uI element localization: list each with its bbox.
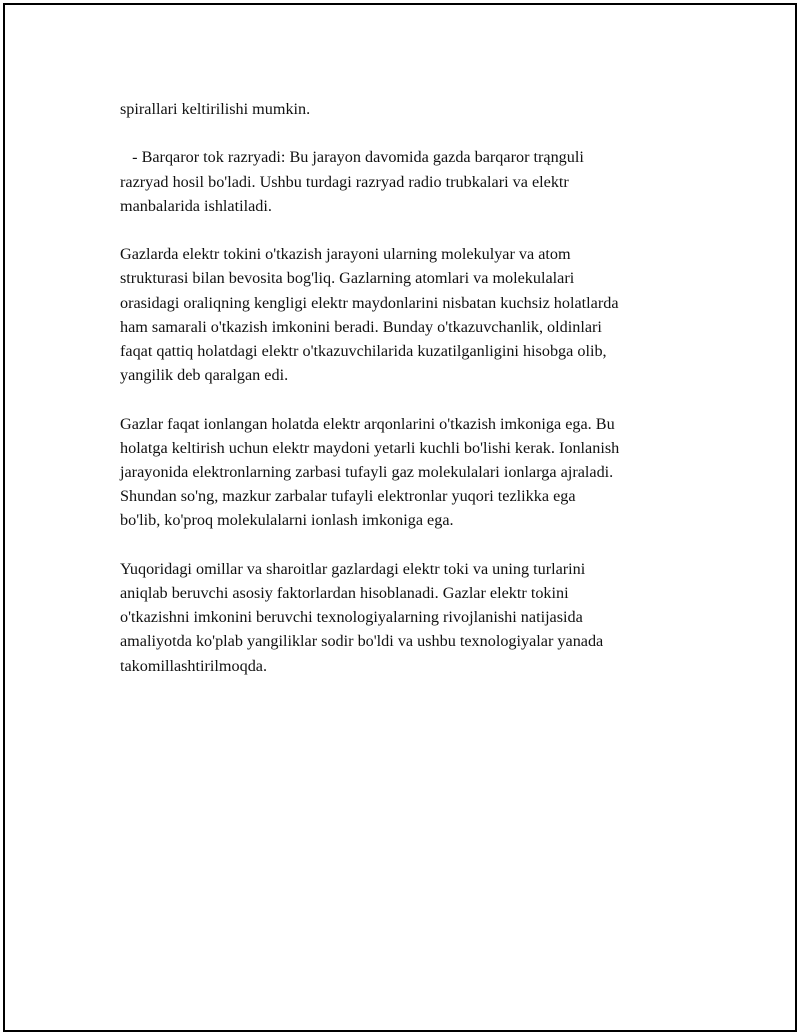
text-line: Shundan so'ng, mazkur zarbalar tufayli elektronlar yuqori tezlikka ega [120, 487, 576, 506]
text-line: yangilik deb qaralgan edi. [120, 366, 289, 385]
text-line: faqat qattiq holatdagi elektr o'tkazuvchilarida kuzatilganligini hisobga olib, [120, 342, 607, 360]
text-line: jarayonida elektronlarning zarbasi tufayli gaz molekulalari ionlarga ajraladi. [120, 463, 614, 481]
document-page [3, 3, 797, 1032]
paragraph-gap [120, 533, 700, 557]
text-line: holatga keltirish uchun elektr maydoni yetarli kuchli bo'lishi kerak. Ionlanish [120, 438, 620, 457]
document-body [120, 97, 700, 678]
text-line: bo'lib, ko'proq molekulalarni ionlash imkoniga ega. [120, 511, 454, 530]
text-line: manbalarida ishlatiladi. [120, 196, 272, 215]
paragraph [120, 557, 700, 678]
paragraph-gap [120, 121, 700, 145]
paragraph [120, 412, 700, 533]
text-line: razryad hosil bo'ladi. Ushbu turdagi razryad radio trubkalari va elektr [120, 172, 569, 191]
text-line: orasidagi oraliqning kengligi elektr maydonlarini nisbatan kuchsiz holatlarda [120, 293, 619, 312]
text-line: Gazlarda elektr tokini o'tkazish jarayoni ularning molekulyar va atom [120, 245, 571, 264]
text-line: - Barqaror tok razryadi: Bu jarayon davomida gazda barqaror trąnguli [120, 148, 584, 167]
text-line: aniqlab beruvchi asosiy faktorlardan hisoblanadi. Gazlar elektr tokini [120, 584, 569, 602]
paragraph [120, 242, 700, 387]
text-line: ham samarali o'tkazish imkonini beradi. Bunday o'tkazuvchanlik, oldinlari [120, 317, 602, 336]
text-line: takomillashtirilmoqda. [120, 656, 268, 675]
paragraph-gap [120, 218, 700, 242]
text-line: Yuqoridagi omillar va sharoitlar gazlardagi elektr toki va uning turlarini [120, 559, 586, 578]
paragraph [120, 97, 700, 121]
text-line: Gazlar faqat ionlangan holatda elektr arqonlarini o'tkazish imkoniga ega. Bu [120, 414, 615, 433]
paragraph-gap [120, 387, 700, 411]
paragraph [120, 145, 700, 218]
text-line: amaliyotda ko'plab yangiliklar sodir bo'ldi va ushbu texnologiyalar yanada [120, 632, 604, 651]
text-line: spirallari keltirilishi mumkin. [120, 100, 311, 118]
text-line: o'tkazishni imkonini beruvchi texnologiyalarning rivojlanishi natijasida [120, 608, 583, 627]
text-line: strukturasi bilan bevosita bog'liq. Gazlarning atomlari va molekulalari [120, 269, 575, 288]
